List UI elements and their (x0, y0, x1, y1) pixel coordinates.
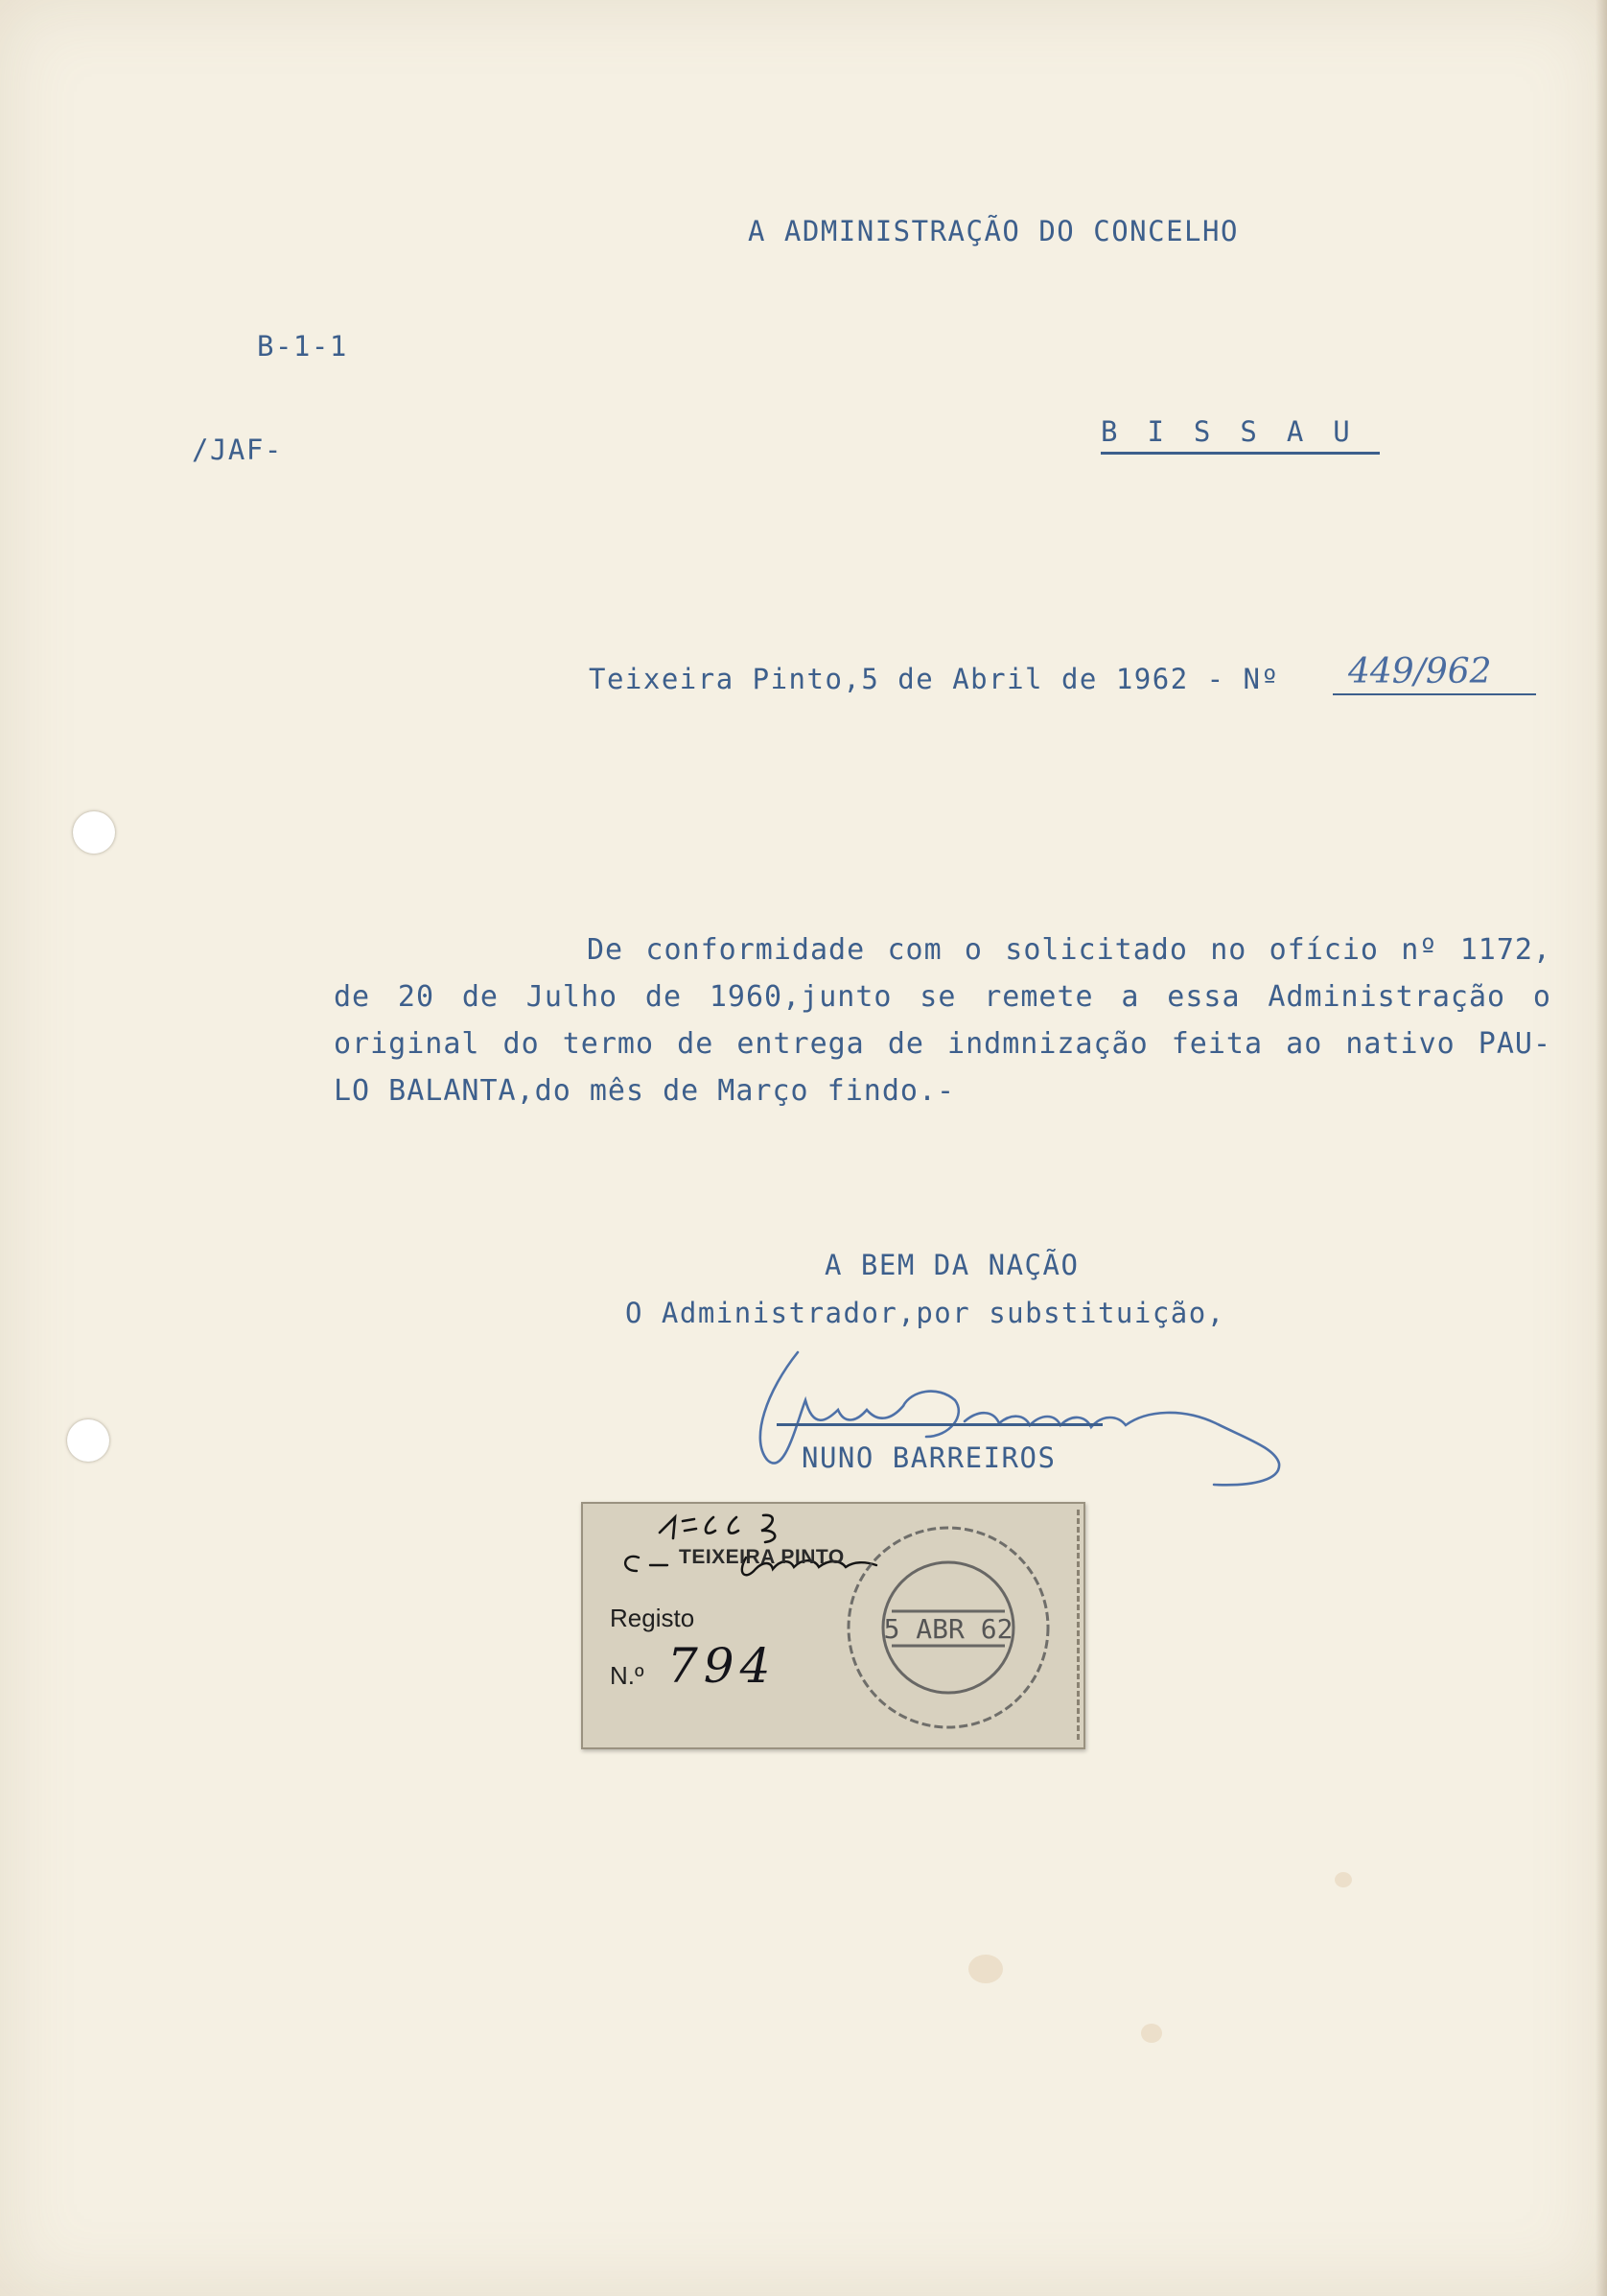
label-town: TEIXEIRA PINTO (679, 1546, 845, 1568)
body-line: De conformidade com o solicitado no ofício nº 1172, (587, 933, 1551, 967)
handwritten-document-number: 449/962 (1348, 652, 1492, 691)
punch-hole-top (73, 811, 115, 854)
signer-name: NUNO BARREIROS (802, 1441, 1057, 1474)
postmark-date: 5 ABR 62 (883, 1613, 1013, 1645)
administrator-line: O Administrador,por substituição, (625, 1297, 1225, 1329)
label-registo: Registo (610, 1604, 695, 1632)
label-handwritten-number: 794 (667, 1638, 777, 1694)
dateline: Teixeira Pinto,5 de Abril de 1962 - Nº (589, 663, 1280, 695)
label-number-prefix: N.º (610, 1661, 644, 1690)
recipient-city: BISSAU (1101, 415, 1380, 455)
label-perforation (1077, 1510, 1080, 1740)
punch-hole-bottom (67, 1419, 109, 1462)
reference-code: B-1-1 (257, 330, 348, 363)
letter-body (334, 926, 1551, 1114)
body-line: de 20 de Julho de 1960,junto se remete a essa Administração o (334, 980, 1551, 1014)
paper-stain (968, 1955, 1003, 1983)
recipient-heading: A ADMINISTRAÇÃO DO CONCELHO (748, 215, 1239, 247)
closing-salutation: A BEM DA NAÇÃO (825, 1249, 1080, 1281)
paper-stain (1335, 1872, 1352, 1887)
postmark-stamp (842, 1521, 1055, 1734)
paper-edge-shadow (1595, 0, 1607, 2296)
paper-stain (1141, 2024, 1162, 2043)
body-line: original do termo de entrega de indmnização feita ao nativo PAU- (334, 1027, 1551, 1061)
body-line: LO BALANTA,do mês de Março findo.- (334, 1074, 956, 1108)
registration-label (581, 1502, 1085, 1749)
typist-initials: /JAF- (192, 433, 283, 466)
signature-rule (777, 1423, 1103, 1426)
